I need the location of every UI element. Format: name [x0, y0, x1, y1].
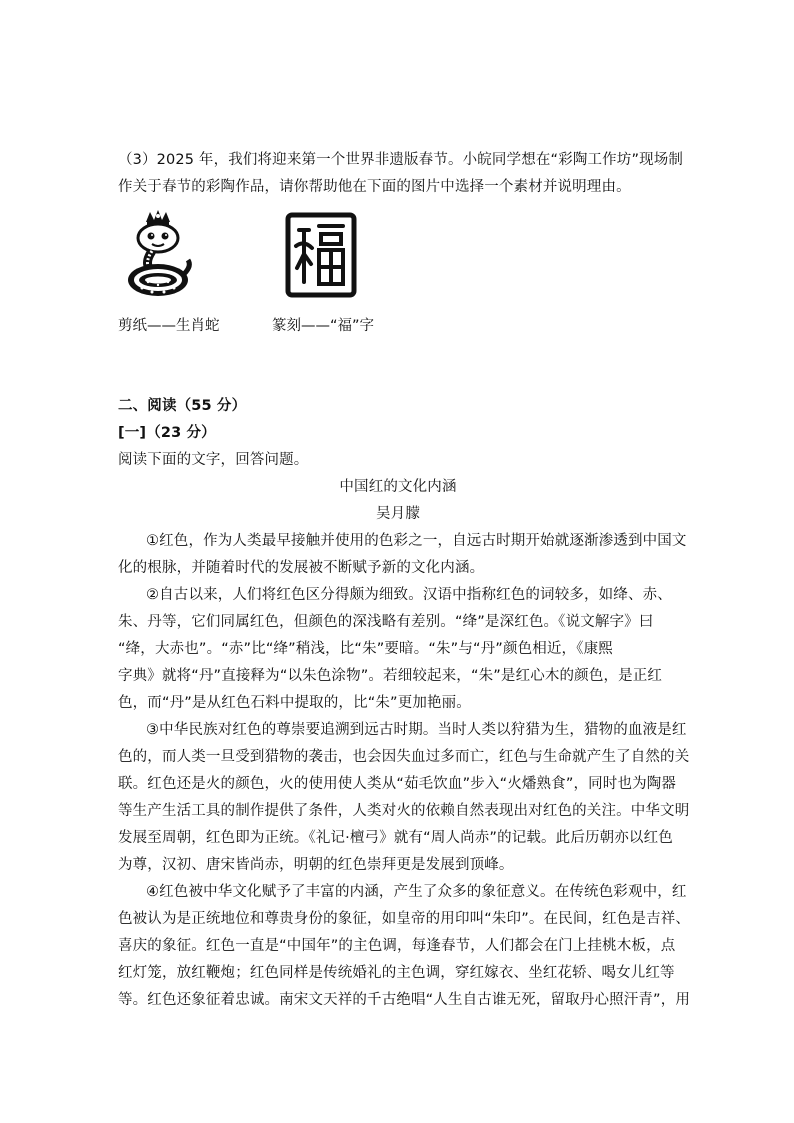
article-line: 字典》就将“丹”直接释为“以朱色涂物”。若细较起来，“朱”是红心木的颜色，是正红: [118, 668, 663, 684]
article-line: 联。红色还是火的颜色，火的使用使人类从“茹毛饮血”步入“火燔熟食”，同时也为陶器: [118, 776, 677, 792]
article-author: 吴月朦: [376, 506, 420, 522]
article-line: 为尊，汉初、唐宋皆尚赤，明朝的红色崇拜更是发展到顶峰。: [118, 857, 514, 873]
article-line: 等。红色还象征着忠诚。南宋文天祥的千古绝唱“人生自古谁无死，留取丹心照汗青”，用: [118, 992, 691, 1008]
article-line: 色，而“丹”是从红色石料中提取的，比“朱”更加艳丽。: [118, 695, 471, 711]
article-line: 喜庆的象征。红色一直是“中国年”的主色调，每逢春节，人们都会在门上挂桃木板，点: [118, 938, 676, 954]
question3-line1: （3）2025 年，我们将迎来第一个世界非遗版春节。小皖同学想在“彩陶工作坊”现场制: [118, 152, 684, 168]
article-title: 中国红的文化内涵: [339, 479, 457, 495]
article-line: “绛，大赤也”。“赤”比“绛”稍浅，比“朱”要暗。“朱”与“丹”颜色相近，《康熙: [118, 641, 613, 657]
snake-papercut-image: [118, 208, 196, 304]
article-line: 化的根脉，并随着时代的发展被不断赋予新的文化内涵。: [118, 560, 485, 576]
instruction-text: 阅读下面的文字，回答问题。: [118, 452, 309, 468]
part-heading: [一]（23 分）: [118, 425, 216, 441]
article-line: 等生产生活工具的制作提供了条件，人类对火的依赖自然表现出对红色的关注。中华文明: [118, 803, 690, 819]
article-line: 红灯笼，放红鞭炮；红色同样是传统婚礼的主色调，穿红嫁衣、坐红花轿、喝女儿红等: [118, 965, 675, 981]
question3-line2: 作关于春节的彩陶作品，请你帮助他在下面的图片中选择一个素材并说明理由。: [118, 179, 631, 195]
article-line: 色被认为是正统地位和尊贵身份的象征，如皇帝的用印叫“朱印”。在民间，红色是吉祥、: [118, 911, 691, 927]
snake-caption: 剪纸——生肖蛇: [118, 318, 220, 334]
article-line: ①红色，作为人类最早接触并使用的色彩之一，自远古时期开始就逐渐渗透到中国文: [146, 533, 687, 549]
seal-caption: 篆刻——“福”字: [272, 318, 375, 334]
article-line: ②自古以来，人们将红色区分得颇为细致。汉语中指称红色的词较多，如绛、赤、: [146, 587, 672, 603]
article-line: ④红色被中华文化赋予了丰富的内涵，产生了众多的象征意义。在传统色彩观中，红: [146, 884, 687, 900]
article-line: 朱、丹等，它们同属红色，但颜色的深浅略有差别。“绛”是深红色。《说文解字》曰: [118, 614, 654, 630]
article-line: ③中华民族对红色的尊崇要追溯到远古时期。当时人类以狩猎为生，猎物的血液是红: [146, 722, 687, 738]
article-line: 发展至周朝，红色即为正统。《礼记·檀弓》就有“周人尚赤”的记载。此后历朝亦以红色: [118, 830, 673, 846]
article-line: 色的，而人类一旦受到猎物的袭击，也会因失血过多而亡，红色与生命就产生了自然的关: [118, 749, 690, 765]
section-heading: 二、阅读（55 分）: [118, 398, 247, 414]
fu-seal-image: [285, 212, 357, 298]
